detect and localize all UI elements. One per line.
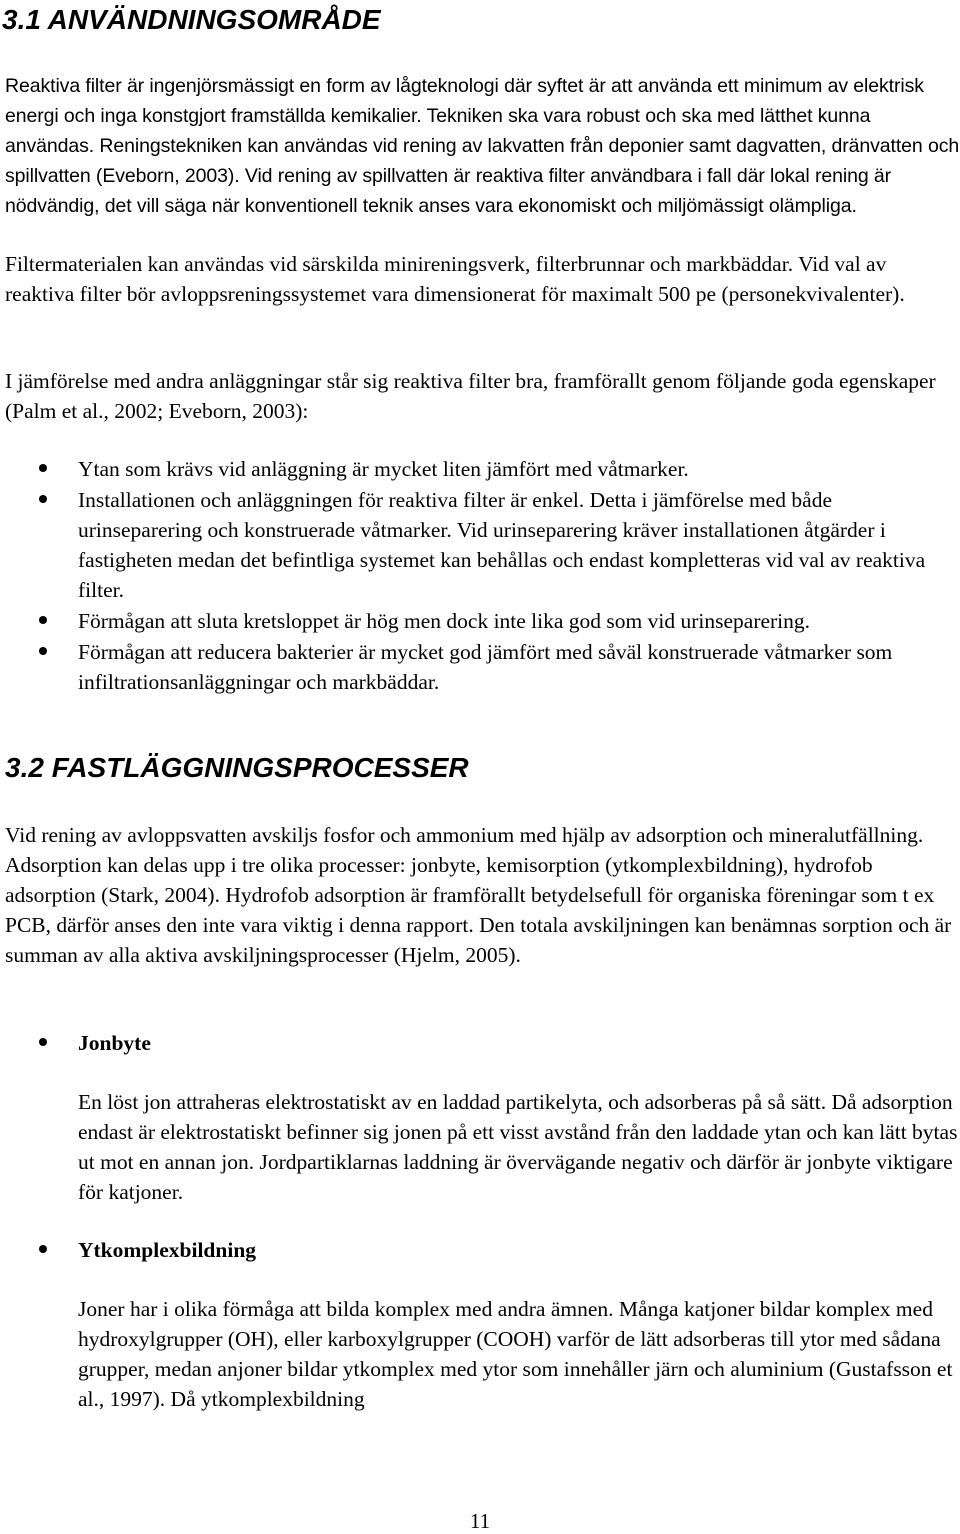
paragraph-intro-sans: Reaktiva filter är ingenjörsmässigt en form av lågteknologi där syftet är att använda ett minimum av elektrisk energi och inga konstgjort framställda kemikalier. Tekniken ska vara robust och ska med lätthet kunna användas. Reningstekniken kan användas vid rening av lakvatten från deponier samt dagvatten, dränvatten och spillvatten (Eveborn, 2003). Vid rening av spillvatten är reaktiva filter användbara i fall där lokal rening är nödvändig, det vill säga när konventionell teknik anses vara ekonomiskt och miljömässigt olämpliga. <box>5 75 960 217</box>
bullet-dot <box>39 464 47 472</box>
bullet-dot <box>39 1245 47 1253</box>
paragraph-intro-serif: Filtermaterialen kan användas vid särskilda minireningsverk, filterbrunnar och markbäddar. Vid val av reaktiva filter bör avloppsreningssystemet vara dimensionerat för maximalt 500 pe (personekvivalenter). <box>5 252 905 306</box>
subheading-ytkomplexbildning: Ytkomplexbildning <box>78 1238 257 1262</box>
bullet-item: Förmågan att sluta kretsloppet är hög men dock inte lika god som vid urinseparering. <box>78 609 811 633</box>
bullet-dot <box>39 1038 47 1046</box>
section-heading-3-2: 3.2 FASTLÄGGNINGSPROCESSER <box>5 752 469 783</box>
bullet-item: Installationen och anläggningen för reaktiva filter är enkel. Detta i jämförelse med både urinseparering och konstruerade våtmarker. Vid urinseparering kräver installationen åtgärder i fastigheten medan det befintliga systemet kan behållas och endast kompletteras vid val av reaktiva filter. <box>78 488 926 602</box>
bullet-item: Ytan som krävs vid anläggning är mycket liten jämfört med våtmarker. <box>78 457 689 481</box>
bullet-dot <box>39 647 47 655</box>
section-heading-3-1: 3.1 ANVÄNDNINGSOMRÅDE <box>2 4 381 35</box>
bullet-item: Förmågan att reducera bakterier är mycket god jämfört med såväl konstruerade våtmarker som infiltrationsanläggningar och markbäddar. <box>78 640 893 694</box>
bullet-dot <box>39 495 47 503</box>
paragraph-adsorption: Vid rening av avloppsvatten avskiljs fosfor och ammonium med hjälp av adsorption och mineralutfällning. Adsorption kan delas upp i tre olika processer: jonbyte, kemisorption (ytkomplexbildning), hydrofob adsorption (Stark, 2004). Hydrofob adsorption är framförallt betydelsefull för organiska föreningar som t ex PCB, därför anses den inte vara viktig i denna rapport. Den totala avskiljningen kan benämnas sorption och är summan av alla aktiva avskiljningsprocesser (Hjelm, 2005). <box>5 823 952 967</box>
subheading-jonbyte: Jonbyte <box>78 1031 151 1055</box>
page-number: 11 <box>469 1509 491 1533</box>
paragraph-comparison: I jämförelse med andra anläggningar står sig reaktiva filter bra, framförallt genom följande goda egenskaper (Palm et al., 2002; Eveborn, 2003): <box>5 369 936 423</box>
paragraph-jonbyte: En löst jon attraheras elektrostatiskt av en laddad partikelyta, och adsorberas på så sätt. Då adsorption endast är elektrostatiskt befinner sig jonen på ett visst avstånd från den laddade ytan och kan lätt bytas ut mot en annan jon. Jordpartiklarnas laddning är övervägande negativ och därför är jonbyte viktigare för katjoner. <box>78 1090 958 1204</box>
bullet-dot <box>39 616 47 624</box>
paragraph-ytkomplexbildning: Joner har i olika förmåga att bilda komplex med andra ämnen. Många katjoner bildar komplex med hydroxylgrupper (OH), eller karboxylgrupper (COOH) varför de lätt adsorberas till ytor med sådana grupper, medan anjoner bildar ytkomplex med ytor som innehåller järn och aluminium (Gustafsson et al., 1997). Då ytkomplexbildning <box>78 1297 953 1411</box>
